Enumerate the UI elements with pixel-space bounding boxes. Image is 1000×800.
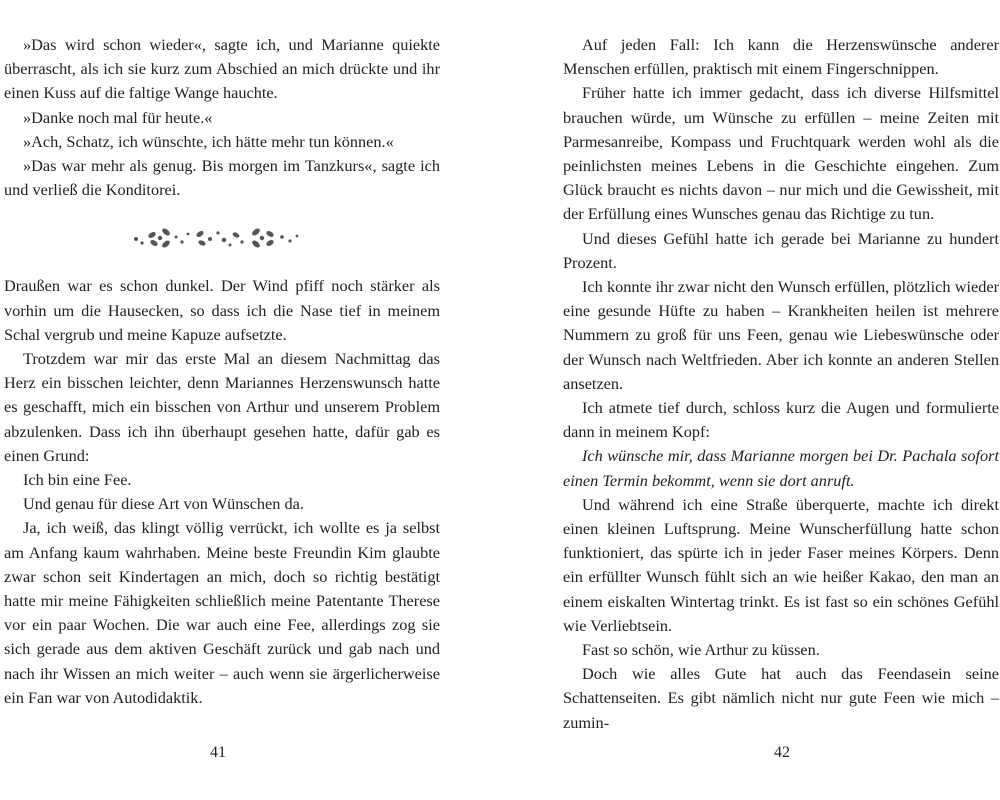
paragraph: Trotzdem war mir das erste Mal an diesem Nachmittag das Herz ein bisschen leichter, denn Mariannes Herzenswunsch hatte es geschafft, mich ein bisschen von Arthur und unserem Problem abzulenken. Dass ich ihn überhaupt gesehen hatte, dafür gab es einen Grund: <box>4 349 440 465</box>
paragraph: Auf jeden Fall: Ich kann die Herzenswünsche anderer Menschen erfüllen, praktisch mit einem Fingerschnippen. <box>563 35 999 79</box>
right-page <box>563 33 999 735</box>
paragraph: Fast so schön, wie Arthur zu küssen. <box>582 640 820 660</box>
paragraph: »Danke noch mal für heute.« <box>23 107 213 127</box>
paragraph: Und genau für diese Art von Wünschen da. <box>23 494 304 514</box>
wish-italic-paragraph: Ich wünsche mir, dass Marianne morgen bei Dr. Pachala sofort einen Termin bekommt, wenn sie dort anruft. <box>563 446 999 490</box>
page-number-right: 42 <box>774 744 790 761</box>
paragraph: Und während ich eine Straße überquerte, machte ich direkt einen kleinen Luftsprung. Meine Wunscherfüllung hatte schon funktioniert, das spürte ich in jeder Faser meines Körpers. Denn ein erfüllter Wunsch fühlt sich an wie heißer Kakao, den man an einem eiskalten Wintertag trinkt. Es ist fast so ein schönes Gefühl wie Verliebtsein. <box>563 494 999 635</box>
paragraph: »Das wird schon wieder«, sagte ich, und Marianne quiekte überrascht, als ich sie kurz zum Abschied an mich drückte und ihr einen Kuss auf die faltige Wange hauchte. <box>4 35 440 103</box>
paragraph: Ich bin eine Fee. <box>23 470 132 490</box>
page-number-left: 41 <box>210 744 226 761</box>
paragraph: Und dieses Gefühl hatte ich gerade bei Marianne zu hundert Prozent. <box>563 228 999 272</box>
paragraph: Draußen war es schon dunkel. Der Wind pfiff noch stärker als vorhin um die Hausecken, so dass ich die Nase tief in meinem Schal vergrub und meine Kapuze aufsetzte. <box>4 276 440 344</box>
paragraph: Ich konnte ihr zwar nicht den Wunsch erfüllen, plötzlich wieder eine gesunde Hüfte zu haben – Krankheiten heilen ist mehrere Nummern zu groß für uns Feen, genau wie Liebeswünsche oder der Wunsch nach Weltfrieden. Aber ich konnte an anderen Stellen ansetzen. <box>563 277 999 393</box>
paragraph: Doch wie alles Gute hat auch das Feendasein seine Schattenseiten. Es gibt nämlich nicht nur gute Feen wie mich – zumin- <box>563 664 999 732</box>
paragraph: Ich atmete tief durch, schloss kurz die Augen und formulierte dann in meinem Kopf: <box>563 398 999 442</box>
paragraph: »Ach, Schatz, ich wünschte, ich hätte mehr tun können.« <box>23 131 394 151</box>
paragraph: »Das war mehr als genug. Bis morgen im Tanzkurs«, sagte ich und verließ die Konditorei. <box>4 156 440 200</box>
floral-ornament-icon <box>4 202 440 274</box>
paragraph: Ja, ich weiß, das klingt völlig verrückt, ich wollte es ja selbst am Anfang kaum wahrhaben. Meine beste Freundin Kim glaubte zwar schon seit Kindertagen an mich, doch so richtig bestätigt hatte mir meine Fähigkeiten schließlich meine Patentante Therese vor ein paar Wochen. Die war auch eine Fee, allerdings zog sie sich gerade aus dem aktiven Geschäft zurück und gab nach und nach ihr Wissen an mich weiter – auch wenn sie ärgerlicherweise ein Fan war von Autodidaktik. <box>4 518 440 707</box>
left-page <box>4 33 440 710</box>
paragraph: Früher hatte ich immer gedacht, dass ich diverse Hilfsmittel brauchen würde, um Wünsche zu erfüllen – meine Zeiten mit Parmesanreibe, Kompass und Fruchtquark werden wohl als die peinlichsten meines Lebens in die Geschichte eingehen. Zum Glück braucht es nichts davon – nur mich und die Gewissheit, mit der Erfüllung eines Wunsches genau das Richtige zu tun. <box>563 83 999 224</box>
